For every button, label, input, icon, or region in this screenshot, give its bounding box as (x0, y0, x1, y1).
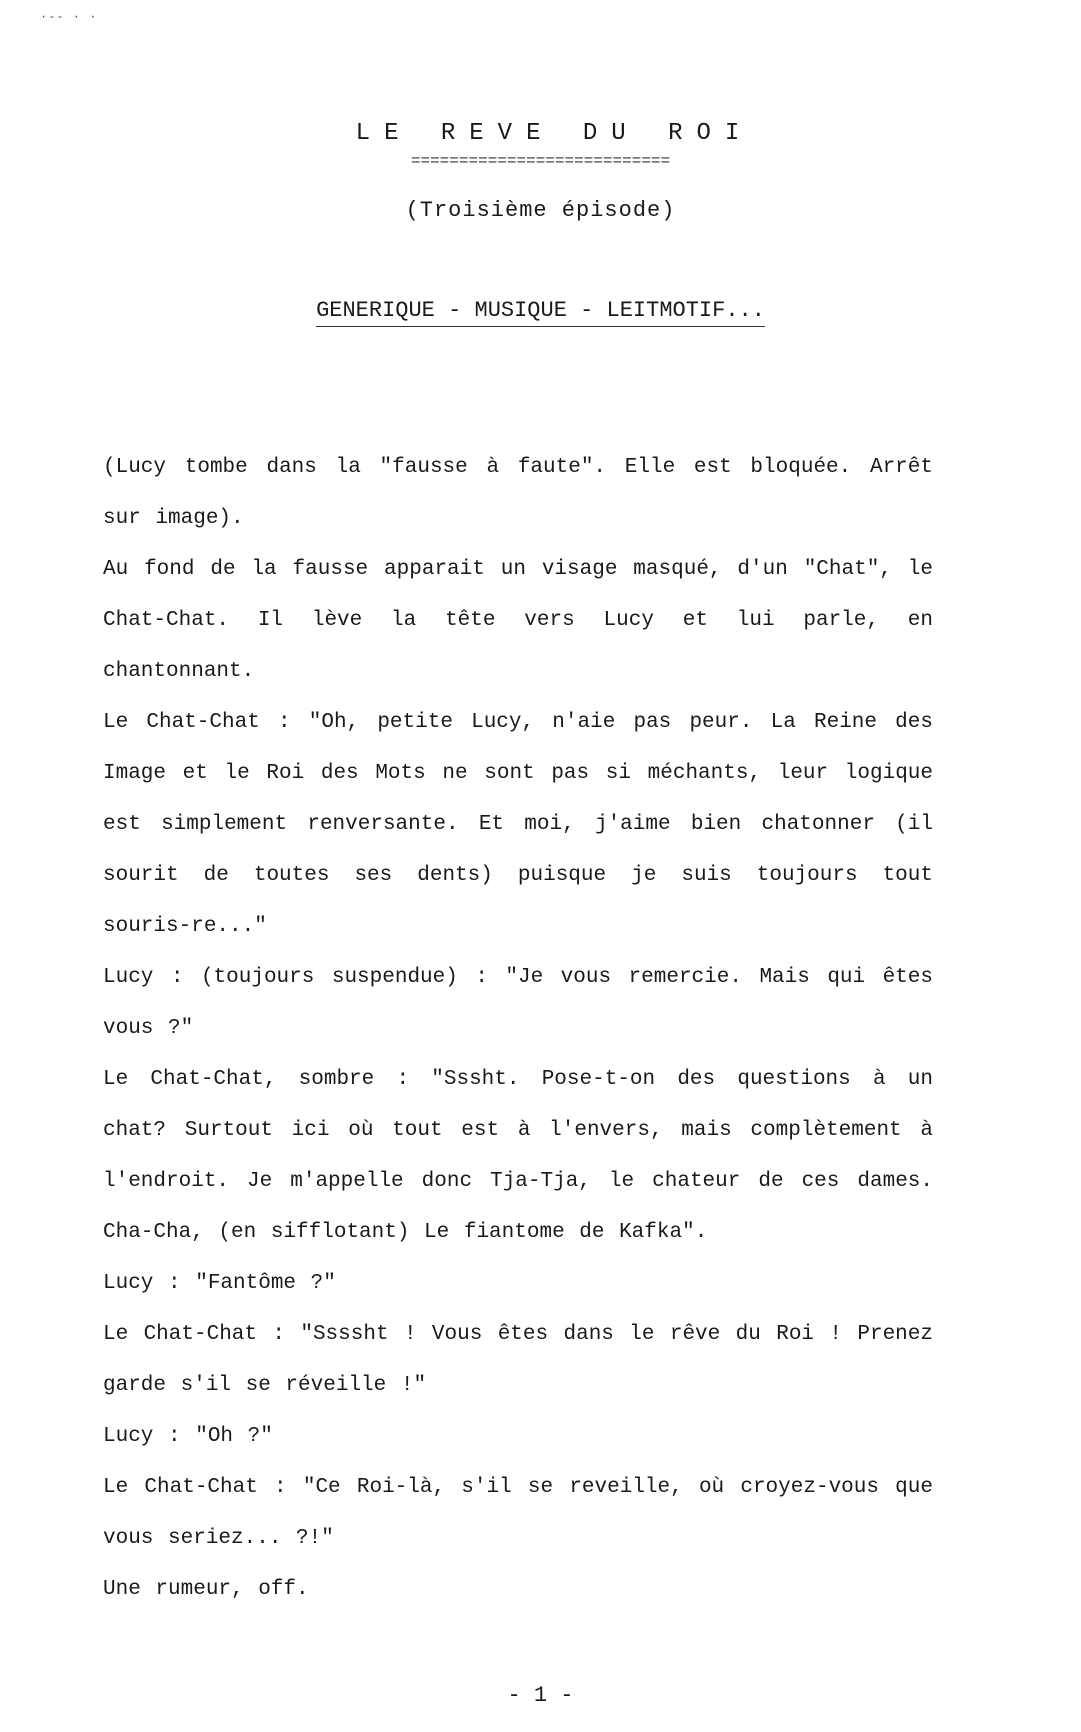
paragraph-4: Lucy : (toujours suspendue) : "Je vous remercie. Mais qui êtes vous ?" (103, 966, 933, 1040)
paragraph-6: Lucy : "Fantôme ?" (103, 1272, 336, 1295)
generic-heading (0, 298, 1081, 323)
page-number: - 1 - (507, 1683, 574, 1708)
document-title: LE REVE DU ROI (355, 120, 754, 147)
paragraph-7: Le Chat-Chat : "Ssssht ! Vous êtes dans le rêve du Roi ! Prenez garde s'il se réveille !" (103, 1323, 933, 1397)
paragraph-10: Une rumeur, off. (103, 1578, 309, 1601)
corner-mark: ·-- · · (40, 10, 98, 24)
generic-heading-text: GENERIQUE - MUSIQUE - LEITMOTIF... (316, 298, 765, 327)
paragraph-3: Le Chat-Chat : "Oh, petite Lucy, n'aie pas peur. La Reine des Image et le Roi des Mots ne sont pas si méchants, leur logique est simplement renversante. Et moi, j'aime bien chatonner (il sourit de toutes ses dents) puisque je suis toujours tout souris-re..." (103, 711, 933, 938)
script-body (103, 442, 933, 1615)
title-underline: =========================== (410, 152, 671, 170)
paragraph-8: Lucy : "Oh ?" (103, 1425, 273, 1448)
paragraph-2: Au fond de la fausse apparait un visage masqué, d'un "Chat", le Chat-Chat. Il lève la tête vers Lucy et lui parle, en chantonnant. (103, 558, 933, 683)
paragraph-1: (Lucy tombe dans la "fausse à faute". Elle est bloquée. Arrêt sur image). (103, 456, 933, 530)
episode-subtitle: (Troisième épisode) (405, 198, 676, 223)
paragraph-5: Le Chat-Chat, sombre : "Sssht. Pose-t-on des questions à un chat? Surtout ici où tout est à l'envers, mais complètement à l'endroit. Je m'appelle donc Tja-Tja, le chateur de ces dames. Cha-Cha, (en sifflotant) Le fiantome de Kafka". (103, 1068, 933, 1244)
paragraph-9: Le Chat-Chat : "Ce Roi-là, s'il se reveille, où croyez-vous que vous seriez... ?!" (103, 1476, 933, 1550)
